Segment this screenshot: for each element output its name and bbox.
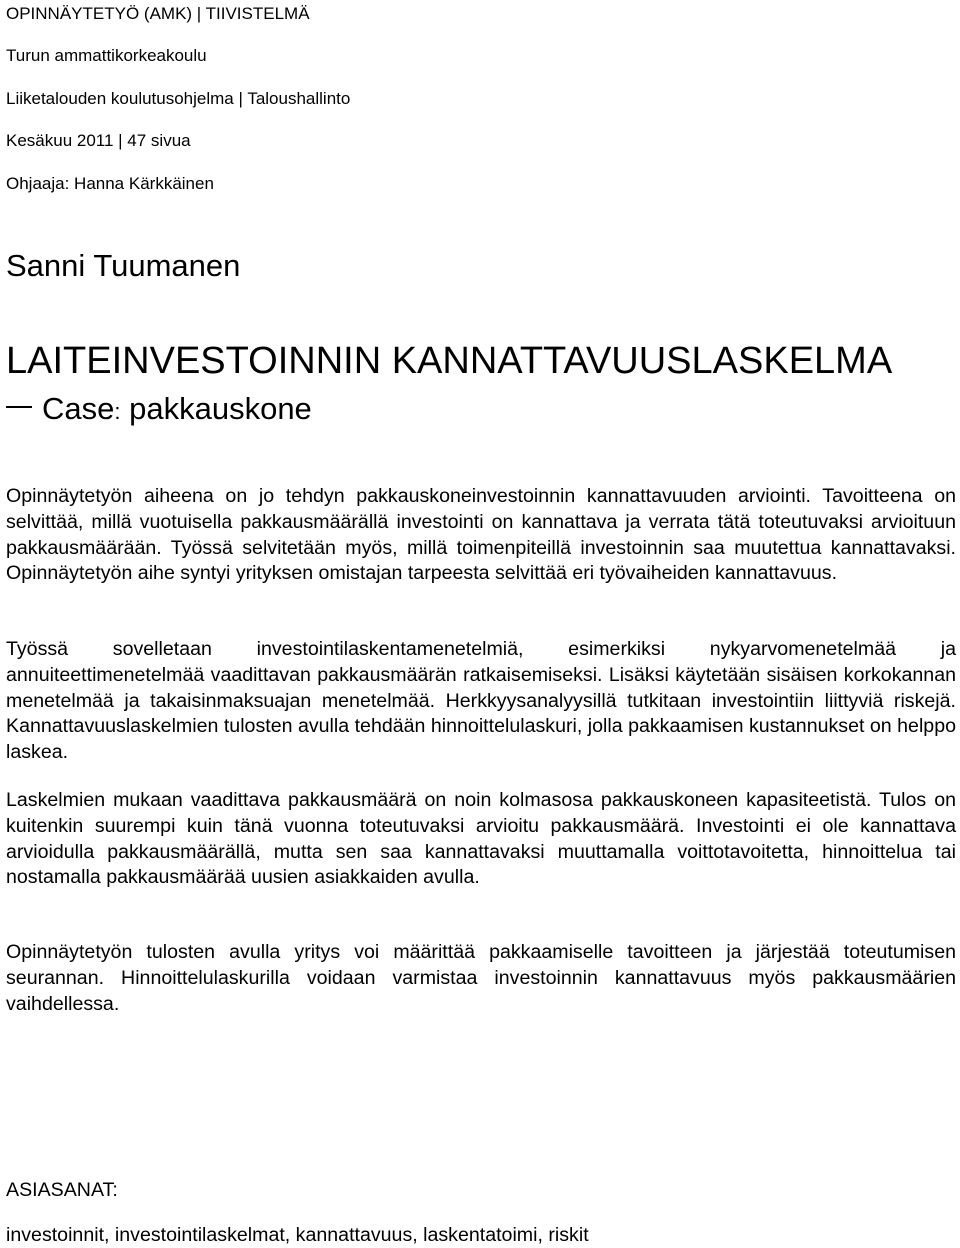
degree-programme-line: Liiketalouden koulutusohjelma | Taloushallinto [6,89,351,108]
author-name: Sanni Tuumanen [6,248,241,283]
thesis-subtitle [6,390,312,431]
document-type-line: OPINNÄYTETYÖ (AMK) | TIIVISTELMÄ [6,4,310,23]
keywords-list: investoinnit, investointilaskelmat, kannattavuus, laskentatoimi, riskit [6,1224,589,1246]
subtitle-case: Case [42,391,115,426]
abstract-paragraph-2: Työssä sovelletaan investointilaskentamenetelmiä, esimerkiksi nykyarvomenetelmää ja annuiteettimenetelmää vaadittavan pakkausmäärän ratkaisemiseksi. Lisäksi käytetään sisäisen korkokannan menetelmää ja takaisinmaksuajan menetelmää. Herkkyysanalyysillä tutkitaan investointiin liittyviä riskejä. Kannattavuuslaskelmien tulosten avulla tehdään hinnoittelulaskuri, jolla pakkaamisen kustannukset on helppo laskea. [6,638,956,764]
subtitle-colon: : [114,399,121,424]
supervisor-line: Ohjaaja: Hanna Kärkkäinen [6,174,214,193]
date-pages-line: Kesäkuu 2011 | 47 sivua [6,131,191,150]
institution-line: Turun ammattikorkeakoulu [6,46,207,65]
dash-mark [6,406,32,408]
thesis-title: LAITEINVESTOINNIN KANNATTAVUUSLASKELMA [6,340,893,382]
keywords-label: ASIASANAT: [6,1179,118,1201]
abstract-paragraph-1: Opinnäytetyön aiheena on jo tehdyn pakkauskoneinvestoinnin kannattavuuden arviointi. Tavoitteena on selvittää, millä vuotuisella pakkausmäärällä investointi on kannattava ja verrata tätä toteutuvaksi arvioituun pakkausmäärään. Työssä selvitetään myös, millä toimenpiteillä investoinnin saa muutettua kannattavaksi. Opinnäytetyön aihe syntyi yrityksen omistajan tarpeesta selvittää eri työvaiheiden kannattavuus. [6,485,956,585]
abstract-paragraph-3: Laskelmien mukaan vaadittava pakkausmäärä on noin kolmasosa pakkauskoneen kapasiteetistä. Tulos on kuitenkin suurempi kuin tänä vuonna toteutuvaksi arvioitu pakkausmäärä. Investointi ei ole kannattava arvioidulla pakkausmäärällä, mutta sen saa kannattavaksi muuttamalla voittotavoitetta, hinnoittelua tai nostamalla pakkausmäärää uusien asiakkaiden avulla. [6,789,956,889]
subtitle-text: pakkauskone [120,391,312,426]
abstract-paragraph-4: Opinnäytetyön tulosten avulla yritys voi määrittää pakkaamiselle tavoitteen ja järjestää toteutumisen seurannan. Hinnoittelulaskurilla voidaan varmistaa investoinnin kannattavuus myös pakkausmäärien vaihdellessa. [6,941,956,1015]
